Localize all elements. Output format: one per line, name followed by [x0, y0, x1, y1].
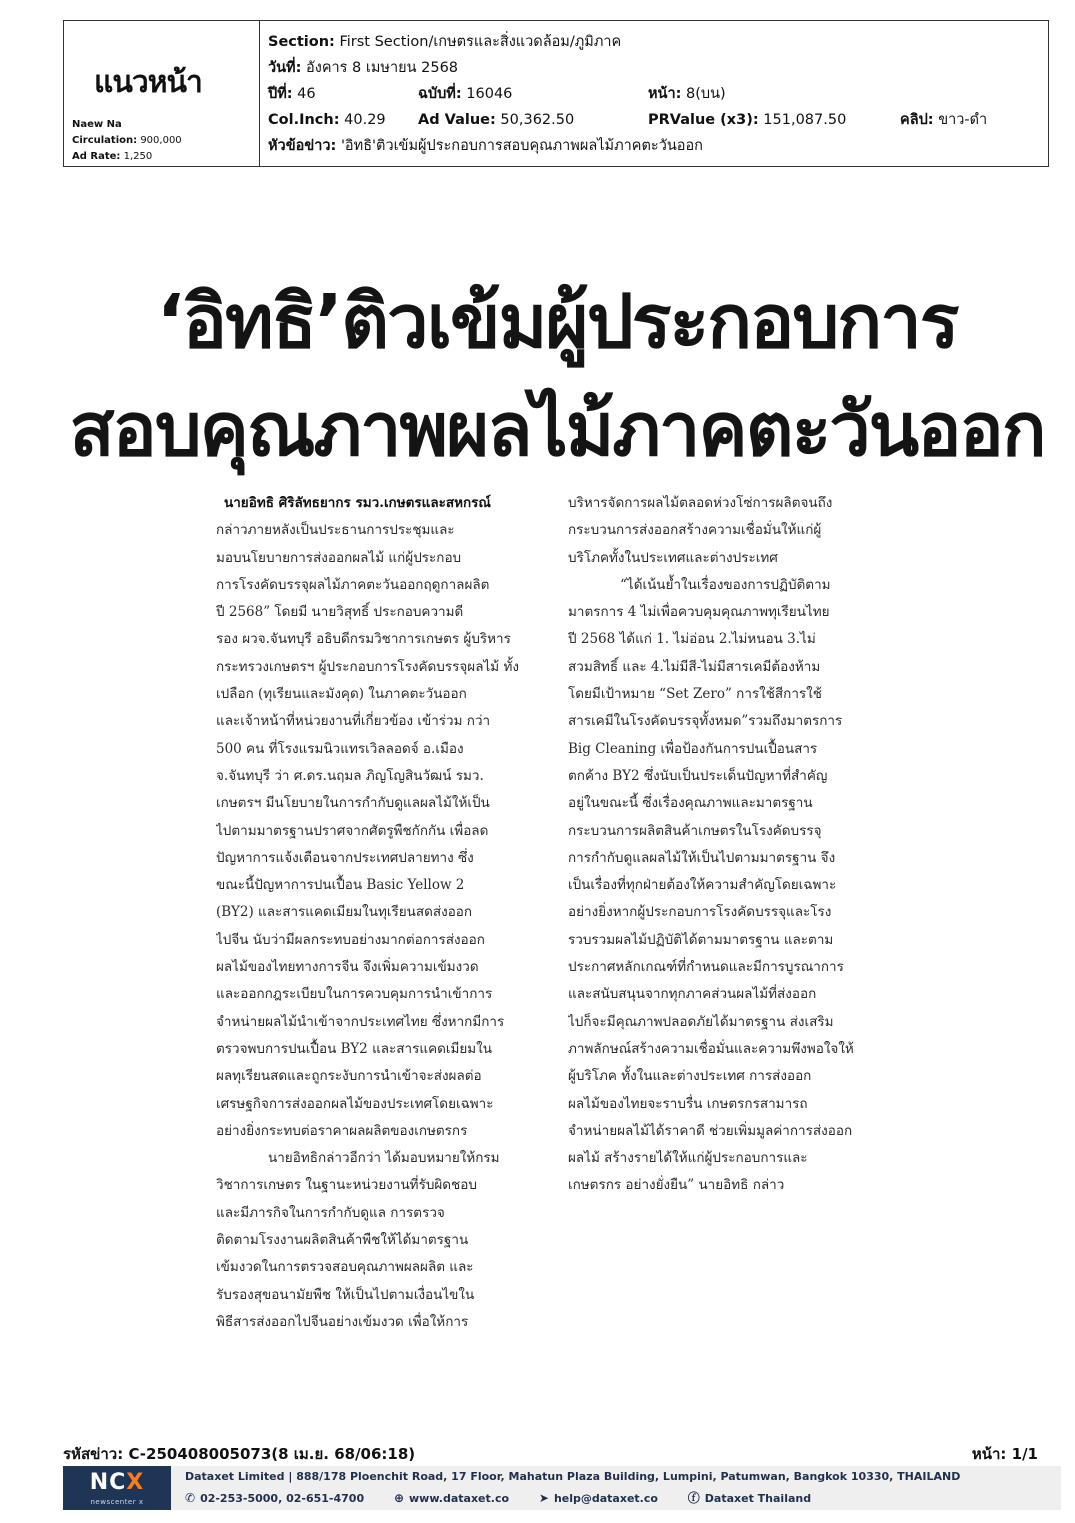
- article-line: และเจ้าหน้าที่หน่วยงานที่เกี่ยวข้อง เข้าร่วม กว่า: [216, 713, 491, 730]
- circulation-value: 900,000: [140, 135, 182, 146]
- article-line: รอง ผวจ.จันทบุรี อธิบดีกรมวิชาการเกษตร ผู้บริหาร: [216, 631, 511, 648]
- issue-value: 16046: [466, 86, 513, 102]
- article-line: จำหน่ายผลไม้นำเข้าจากประเทศไทย ซึ่งหากมีการ: [216, 1013, 505, 1030]
- ncx-logo-text: NCX: [89, 1470, 145, 1495]
- company-address: 888/178 Ploenchit Road, 17 Floor, Mahatun Plaza Building, Lumpini, Patumwan, Bangkok 10330, THAILAND: [296, 1470, 961, 1483]
- article-line: นายอิทธิ ศิริลัทธยากร รมว.เกษตรและสหกรณ์: [224, 495, 491, 511]
- ad-value: 50,362.50: [500, 112, 575, 128]
- contact-line: [185, 1489, 837, 1506]
- article-line: ประกาศหลักเกณฑ์ที่กำหนดและมีการบูรณาการ: [568, 959, 844, 976]
- headline-row: [268, 133, 1042, 159]
- article-line: ตรวจพบการปนเปื้อน BY2 และสารแคดเมียมใน: [216, 1040, 493, 1057]
- article-line: ไปก็จะมีคุณภาพปลอดภัยได้มาตรฐาน ส่งเสริม: [568, 1013, 834, 1030]
- article-line: “ได้เน้นย้ำในเรื่องของการปฏิบัติตาม: [620, 576, 831, 593]
- article-line: กระทรวงเกษตรฯ ผู้ประกอบการโรงคัดบรรจุผลไม้ ทั้ง: [216, 658, 519, 675]
- date-value: อังคาร 8 เมษายน 2568: [306, 60, 459, 76]
- headline-value: 'อิทธิ'ติวเข้มผู้ประกอบการสอบคุณภาพผลไม้ภาคตะวันออก: [340, 138, 703, 154]
- clipping-details: [268, 29, 1042, 159]
- colinch-label: Col.Inch:: [268, 112, 340, 128]
- article-column-1: [216, 490, 546, 1336]
- article-line: ไปจีน นับว่ามีผลกระทบอย่างมากต่อการส่งออก: [216, 931, 485, 948]
- globe-icon: ⊕: [393, 1491, 405, 1505]
- article-line: บริโภคทั้งในประเทศและต่างประเทศ: [568, 549, 778, 566]
- company-website[interactable]: www.dataxet.co: [409, 1492, 510, 1505]
- article-line: อย่างยิ่งกระทบต่อราคาผลผลิตของเกษตรกร: [216, 1122, 468, 1139]
- footer-page-value: 1/1: [1011, 1445, 1038, 1463]
- article-line: รับรองสุขอนามัยพืช ให้เป็นไปตามเงื่อนไขใน: [216, 1286, 475, 1303]
- article-line: สวมสิทธิ์ และ 4.ไม่มีสี-ไม่มีสารเคมีต้องห้าม: [568, 658, 821, 675]
- article-line: กล่าวภายหลังเป็นประธานการประชุมและ: [216, 522, 455, 539]
- article-line: กระบวนการส่งออกสร้างความเชื่อมั่นให้แก่ผู้: [568, 522, 822, 539]
- phone-icon: ✆: [185, 1491, 196, 1505]
- article-headline: [62, 268, 1052, 484]
- value-row: [268, 107, 1042, 133]
- section-label: Section:: [268, 34, 335, 50]
- news-code-row: [63, 1442, 1038, 1464]
- article-line: การกำกับดูแลผลไม้ให้เป็นไปตามมาตรฐาน จึง: [568, 849, 836, 866]
- article-line: (BY2) และสารแคดเมียมในทุเรียนสดส่งออก: [216, 904, 473, 921]
- ad-rate-value: 1,250: [123, 151, 153, 162]
- ncx-logo: [63, 1466, 171, 1510]
- article-line: เกษตรกร อย่างยั่งยืน” นายอิทธิ กล่าว: [568, 1177, 785, 1194]
- clip-label: คลิป:: [900, 112, 934, 128]
- article-line: ผลไม้ สร้างรายได้ให้แก่ผู้ประกอบการและ: [568, 1150, 808, 1167]
- article-line: 500 คน ที่โรงแรมนิวแทรเวิลลอดจ์ อ.เมือง: [216, 740, 464, 757]
- article-line: ผลทุเรียนสดและถูกระงับการนำเข้าจะส่งผลต่อ: [216, 1068, 482, 1085]
- year-label: ปีที่:: [268, 86, 293, 102]
- article-line: การโรงคัดบรรจุผลไม้ภาคตะวันออกฤดูกาลผลิต: [216, 576, 490, 593]
- article-line: ผู้บริโภค ทั้งในและต่างประเทศ การส่งออก: [568, 1068, 812, 1085]
- article-line: ภาพลักษณ์สร้างความเชื่อมั่นและความพึงพอใจให้: [568, 1040, 854, 1057]
- article-line: จำหน่ายผลไม้ได้ราคาดี ช่วยเพิ่มมูลค่าการส่งออก: [568, 1122, 853, 1139]
- article-line: อยู่ในขณะนี้ ซึ่งเรื่องคุณภาพและมาตรฐาน: [568, 795, 813, 812]
- ad-rate-label: Ad Rate:: [72, 151, 121, 162]
- headline-line-1: ‘อิทธิ’ติวเข้มผู้ประกอบการ: [156, 279, 958, 365]
- article-line: นายอิทธิกล่าวอีกว่า ได้มอบหมายให้กรม: [268, 1150, 500, 1167]
- company-phone: 02-253-5000, 02-651-4700: [200, 1492, 365, 1505]
- newspaper-logo: แนวหน้า: [94, 65, 202, 100]
- page-value: 8(บน): [686, 86, 726, 102]
- article-line: อย่างยิ่งหากผู้ประกอบการโรงคัดบรรจุและโรง: [568, 904, 832, 921]
- article-line: เศรษฐกิจการส่งออกผลไม้ของประเทศโดยเฉพาะ: [216, 1095, 494, 1112]
- prvalue-label: PRValue (x3):: [648, 112, 759, 128]
- circulation-label: Circulation:: [72, 135, 138, 146]
- headline-label: หัวข้อข่าว:: [268, 138, 337, 154]
- publication-panel: [64, 21, 260, 166]
- article-line: มอบนโยบายการส่งออกผลไม้ แก่ผู้ประกอบ: [216, 549, 462, 566]
- colinch-value: 40.29: [344, 112, 386, 128]
- article-line: ผลไม้ของไทยทางการจีน จึงเพิ่มความเข้มงวด: [216, 959, 479, 976]
- clipping-header: [63, 20, 1049, 167]
- ncx-subtitle: newscenter x: [90, 1498, 144, 1506]
- article-line: ผลไม้ของไทยจะราบรื่น เกษตรกรสามารถ: [568, 1095, 808, 1112]
- publication-name: Naew Na: [72, 119, 122, 130]
- article-line: พิธีสารส่งออกไปจีนอย่างเข้มงวด เพื่อให้การ: [216, 1313, 469, 1330]
- article-line: ไปตามมาตรฐานปราศจากศัตรูพืชกักกัน เพื่อลด: [216, 822, 489, 839]
- send-icon: ➤: [538, 1491, 549, 1505]
- section-value: First Section/เกษตรและสิ่งแวดล้อม/ภูมิภาค: [339, 34, 622, 50]
- company-line: Dataxet Limited | 888/178 Ploenchit Road, 17 Floor, Mahatun Plaza Building, Lumpini, Patumwan, Bangkok 10330, THAILAND: [185, 1470, 961, 1483]
- news-code-label: รหัสข่าว:: [63, 1445, 124, 1463]
- company-name: Dataxet Limited: [185, 1470, 285, 1483]
- ad-value-label: Ad Value:: [418, 112, 496, 128]
- article-line: เป็นเรื่องที่ทุกฝ่ายต้องให้ความสำคัญโดยเฉพาะ: [568, 877, 837, 894]
- article-line: วิชาการเกษตร ในฐานะหน่วยงานที่รับผิดชอบ: [216, 1177, 477, 1194]
- article-line: รวบรวมผลไม้ปฏิบัติได้ตามมาตรฐาน และตาม: [568, 931, 834, 948]
- page-label: หน้า:: [648, 86, 682, 102]
- date-label: วันที่:: [268, 60, 302, 76]
- clip-value: ขาว-ดำ: [938, 112, 988, 128]
- footer-page-label: หน้า:: [971, 1445, 1007, 1463]
- prvalue: 151,087.50: [763, 112, 847, 128]
- footer-bar: [63, 1466, 1061, 1510]
- article-line: ติดตามโรงงานผลิตสินค้าพืชให้ได้มาตรฐาน: [216, 1232, 469, 1249]
- article-line: และออกกฎระเบียบในการควบคุมการนำเข้าการ: [216, 986, 493, 1003]
- article-line: มาตรการ 4 ไม่เพื่อควบคุมคุณภาพทุเรียนไทย: [568, 604, 830, 621]
- publication-meta: [72, 117, 182, 165]
- headline-line-2: สอบคุณภาพผลไม้ภาคตะวันออก: [69, 387, 1045, 473]
- article-line: เข้มงวดในการตรวจสอบคุณภาพผลผลิต และ: [216, 1259, 474, 1276]
- section-row: [268, 29, 1042, 55]
- article-line: Big Cleaning เพื่อป้องกันการปนเปื้อนสาร: [568, 740, 818, 757]
- article-line: เกษตรฯ มีนโยบายในการกำกับดูแลผลไม้ให้เป็น: [216, 795, 490, 812]
- article-line: ปัญหาการแจ้งเตือนจากประเทศปลายทาง ซึ่ง: [216, 849, 474, 866]
- article-line: กระบวนการผลิตสินค้าเกษตรในโรงคัดบรรจุ: [568, 822, 822, 839]
- company-email[interactable]: help@dataxet.co: [553, 1492, 658, 1505]
- facebook-icon: ⓕ: [687, 1491, 700, 1505]
- news-code: C-250408005073: [128, 1445, 272, 1463]
- year-value: 46: [297, 86, 316, 102]
- article-line: และสนับสนุนจากทุกภาคส่วนผลไม้ที่ส่งออก: [568, 986, 817, 1003]
- article-line: ตกค้าง BY2 ซึ่งนับเป็นประเด็นปัญหาที่สำคัญ: [568, 767, 828, 784]
- article-column-2: [568, 490, 898, 1200]
- article-line: โดยมีเป้าหมาย “Set Zero” การใช้สีการใช้: [568, 686, 822, 703]
- company-facebook[interactable]: Dataxet Thailand: [704, 1492, 812, 1505]
- article-line: บริหารจัดการผลไม้ตลอดห่วงโซ่การผลิตจนถึง: [568, 495, 833, 511]
- article-line: และมีภารกิจในการกำกับดูแล การตรวจ: [216, 1204, 445, 1221]
- article-line: ปี 2568” โดยมี นายวิสุทธิ์ ประกอบความดี: [216, 604, 464, 621]
- article-line: ขณะนี้ปัญหาการปนเปื้อน Basic Yellow 2: [216, 877, 465, 894]
- date-row: [268, 55, 1042, 81]
- issue-row: [268, 81, 1042, 107]
- issue-label: ฉบับที่:: [418, 86, 462, 102]
- article-line: จ.จันทบุรี ว่า ศ.ดร.นฤมล ภิญโญสินวัฒน์ รมว.: [216, 767, 484, 784]
- article-line: สารเคมีในโรงคัดบรรจุทั้งหมด”รวมถึงมาตรการ: [568, 713, 843, 730]
- article-line: เปลือก (ทุเรียนและมังคุด) ในภาคตะวันออก: [216, 686, 467, 703]
- article-line: ปี 2568 ได้แก่ 1. ไม่อ่อน 2.ไม่หนอน 3.ไม่: [568, 631, 816, 648]
- news-datetime: (8 เม.ย. 68/06:18): [271, 1445, 416, 1463]
